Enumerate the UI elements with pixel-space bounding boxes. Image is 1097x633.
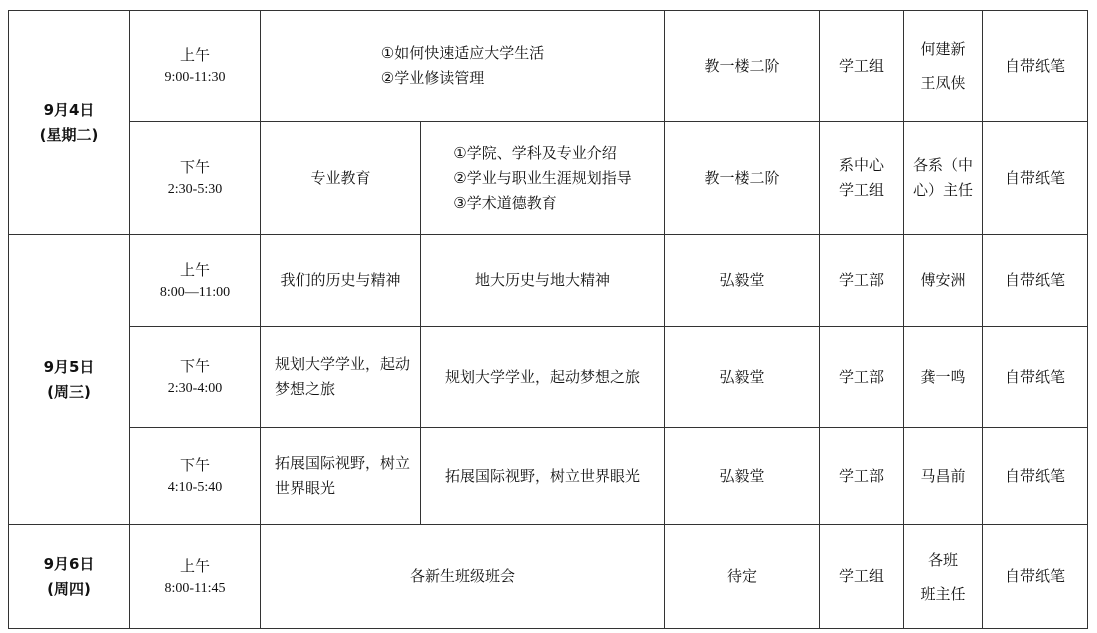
theme-cell: 规划大学学业，起动梦想之旅 — [261, 327, 421, 428]
organizer-cell — [820, 122, 904, 235]
content-cell — [261, 11, 665, 122]
table-row — [9, 327, 1088, 428]
period-label: 上午 — [179, 260, 210, 279]
table-row — [9, 122, 1088, 235]
time-range: 8:00—11:00 — [159, 284, 231, 300]
location-cell: 弘毅堂 — [665, 235, 820, 327]
organizer-cell: 学工组 — [820, 11, 904, 122]
time-cell — [130, 122, 261, 235]
notes-cell: 自带纸笔 — [983, 11, 1088, 122]
notes-cell: 自带纸笔 — [983, 525, 1088, 629]
table-row — [9, 11, 1088, 122]
location-cell: 教一楼二阶 — [665, 11, 820, 122]
organizer-cell: 学工部 — [820, 235, 904, 327]
table-row — [9, 525, 1088, 629]
speaker-cell: 龚一鸣 — [904, 327, 983, 428]
speaker-cell: 傅安洲 — [904, 235, 983, 327]
table-row — [9, 428, 1088, 525]
notes-cell: 自带纸笔 — [983, 428, 1088, 525]
period-label: 上午 — [179, 556, 210, 575]
weekday-label: (周四) — [47, 579, 91, 598]
time-cell — [130, 525, 261, 629]
content-item: ②学业修读管理 — [380, 69, 485, 87]
organizer-cell: 学工组 — [820, 525, 904, 629]
location-cell: 教一楼二阶 — [665, 122, 820, 235]
location-cell: 弘毅堂 — [665, 428, 820, 525]
content-cell: 规划大学学业，起动梦想之旅 — [421, 327, 665, 428]
speaker-cell — [904, 525, 983, 629]
speaker-name: 心）主任 — [912, 181, 973, 199]
content-item: ③学术道德教育 — [453, 193, 557, 212]
theme-cell: 我们的历史与精神 — [261, 235, 421, 327]
time-cell — [130, 11, 261, 122]
period-label: 上午 — [179, 46, 210, 64]
notes-cell: 自带纸笔 — [983, 327, 1088, 428]
date-cell — [9, 235, 130, 525]
notes-cell: 自带纸笔 — [983, 122, 1088, 235]
weekday-label: (周三) — [47, 382, 91, 401]
speaker-cell — [904, 11, 983, 122]
content-cell: 地大历史与地大精神 — [421, 235, 665, 327]
speaker-name: 何建新 — [920, 40, 966, 58]
time-cell — [130, 327, 261, 428]
content-item: ①学院、学科及专业介绍 — [453, 143, 617, 162]
content-cell: 各新生班级班会 — [261, 525, 665, 629]
organizer-cell: 学工部 — [820, 428, 904, 525]
period-label: 下午 — [179, 456, 210, 474]
location-cell: 弘毅堂 — [665, 327, 820, 428]
schedule-table — [8, 10, 1088, 629]
location-cell: 待定 — [665, 525, 820, 629]
content-cell: 拓展国际视野，树立世界眼光 — [421, 428, 665, 525]
time-cell — [130, 235, 261, 327]
time-range: 4:10-5:40 — [167, 480, 223, 495]
time-range: 9:00-11:30 — [164, 70, 226, 85]
weekday-label: (星期二) — [39, 125, 99, 144]
theme-cell: 拓展国际视野，树立世界眼光 — [261, 428, 421, 525]
date-label: 9月6日 — [43, 554, 95, 573]
organizer-name: 学工组 — [838, 181, 884, 199]
date-label: 9月4日 — [43, 100, 95, 119]
speaker-name: 班主任 — [920, 584, 966, 603]
time-cell — [130, 428, 261, 525]
notes-cell: 自带纸笔 — [983, 235, 1088, 327]
time-range: 8:00-11:45 — [164, 580, 226, 596]
content-cell — [421, 122, 665, 235]
theme-cell: 专业教育 — [261, 122, 421, 235]
speaker-name: 各系（中 — [912, 156, 973, 174]
content-item: ①如何快速适应大学生活 — [380, 44, 545, 62]
table-row — [9, 235, 1088, 327]
date-cell — [9, 525, 130, 629]
date-cell — [9, 11, 130, 235]
speaker-name: 各班 — [927, 550, 958, 569]
time-range: 2:30-5:30 — [167, 182, 223, 197]
time-range: 2:30-4:00 — [167, 381, 223, 396]
period-label: 下午 — [179, 158, 210, 176]
period-label: 下午 — [179, 357, 210, 375]
organizer-cell: 学工部 — [820, 327, 904, 428]
speaker-cell — [904, 122, 983, 235]
speaker-name: 王凤侠 — [920, 74, 966, 92]
speaker-cell: 马昌前 — [904, 428, 983, 525]
content-item: ②学业与职业生涯规划指导 — [453, 168, 632, 187]
organizer-name: 系中心 — [838, 156, 884, 174]
date-label: 9月5日 — [43, 357, 95, 376]
